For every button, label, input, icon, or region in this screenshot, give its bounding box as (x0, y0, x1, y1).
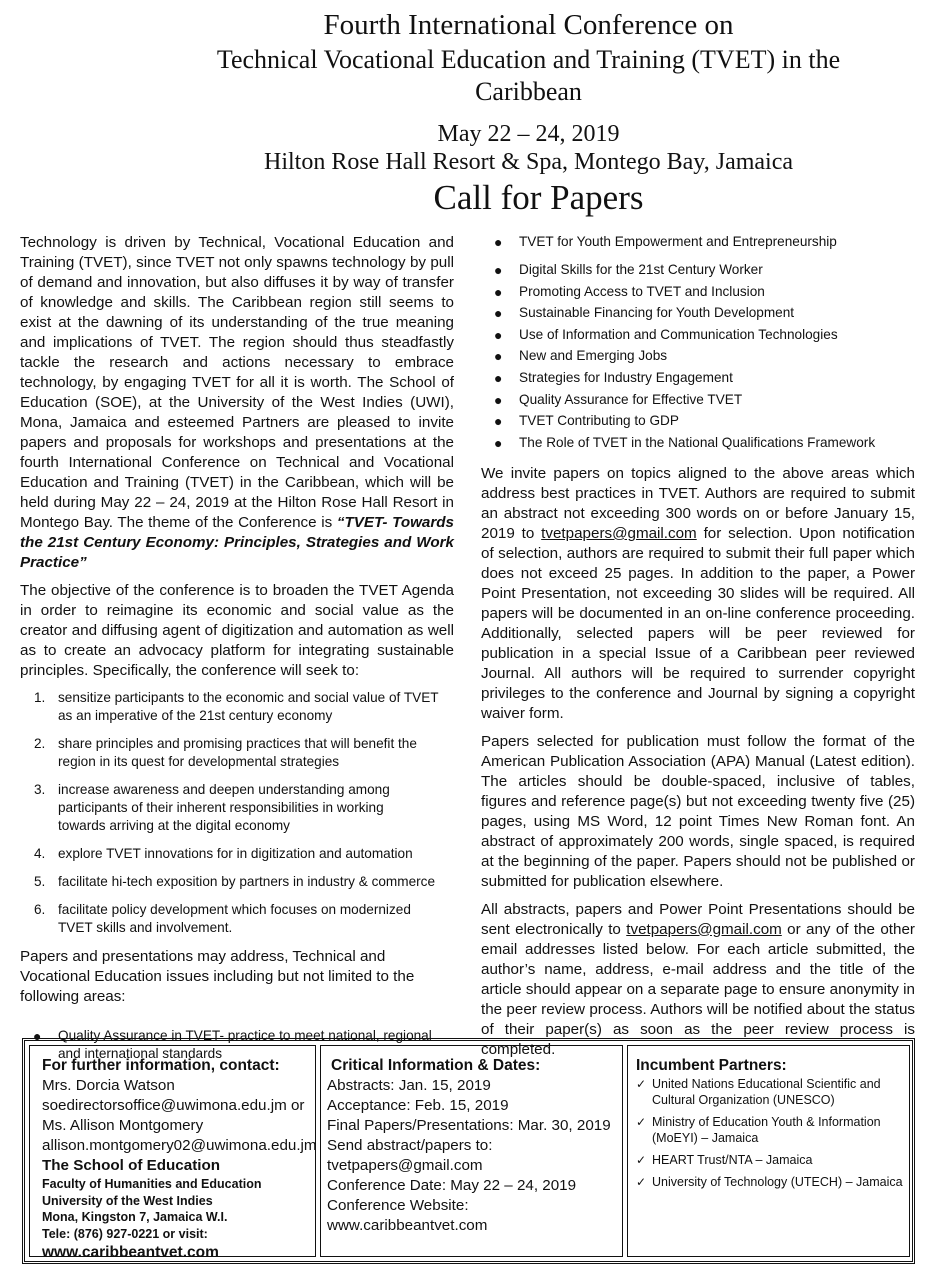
call-for-papers-heading: Call for Papers (433, 178, 644, 217)
area-item (481, 434, 915, 452)
area-text: The Role of TVET in the National Qualifications Framework (519, 434, 876, 450)
objective-item (20, 689, 440, 725)
bullet-icon: ● (494, 413, 503, 430)
partners-list (636, 1076, 904, 1190)
area-text: Digital Skills for the 21st Century Worker (519, 262, 763, 277)
footer-info-frame (22, 1038, 915, 1264)
partners-heading: Incumbent Partners: (636, 1057, 787, 1074)
objectives-list (20, 689, 454, 937)
university-name: University of the West Indies (42, 1193, 213, 1208)
objective-number: 6. (34, 902, 46, 917)
dates-website-link[interactable]: www.caribbeantvet.com (327, 1217, 488, 1234)
area-item (481, 261, 915, 279)
contact-heading: For further information, contact: (42, 1057, 280, 1074)
checkmark-icon: ✓ (636, 1153, 647, 1167)
objective-number: 1. (34, 690, 46, 705)
objective-item (20, 845, 440, 863)
objective-text: explore TVET innovations for in digitization and automation (58, 846, 413, 861)
submission-email-link[interactable]: tvetpapers@gmail.com (541, 524, 697, 542)
area-text: TVET for Youth Empowerment and Entrepreneurship (519, 234, 837, 249)
final-papers-deadline: Final Papers/Presentations: Mar. 30, 2019 (327, 1117, 611, 1134)
partner-name: HEART Trust/NTA – Jamaica (652, 1153, 813, 1167)
bullet-icon: ● (494, 234, 503, 250)
send-papers-label: Send abstract/papers to: (327, 1137, 493, 1154)
bullet-icon: ● (494, 326, 503, 343)
contact-name-2: Ms. Allison Montgomery (42, 1117, 204, 1134)
area-text: Sustainable Financing for Youth Development (519, 305, 795, 321)
bullet-icon: ● (494, 369, 503, 386)
title-line-3: Caribbean (475, 77, 582, 106)
bullet-icon: ● (494, 391, 503, 408)
contact-email-1[interactable]: soedirectorsoffice@uwimona.edu.jm or (42, 1097, 305, 1114)
objective-item (20, 901, 430, 937)
area-item (481, 233, 915, 251)
bullet-icon: ● (494, 305, 503, 322)
contact-email-2[interactable]: allison.montgomery02@uwimona.edu.jm (42, 1137, 317, 1154)
area-text: New and Emerging Jobs (519, 348, 668, 364)
conference-theme: “TVET- Towards the 21st Century Economy: Principles, Strategies and Work Practice” (20, 514, 454, 571)
partner-name: University of Technology (UTECH) – Jamaica (652, 1175, 903, 1189)
submission-text-end: or any of the other email addresses listed below. For each article submitted, the author’s name, address, e-mail address and the title of the article should appear on a separate page to ensure anonymity in the peer review process. Authors will be notified about the status of their paper(s) as soon as the peer review process is completed. (481, 920, 915, 1058)
dates-box (320, 1045, 623, 1257)
partner-item (636, 1114, 904, 1146)
area-text: Quality Assurance in TVET- practice to meet national, regional and international standards (58, 1028, 432, 1061)
objective-item (20, 873, 440, 891)
title-line-2: Technical Vocational Education and Training (TVET) in the (216, 45, 841, 74)
partner-item (636, 1076, 904, 1108)
acceptance-date: Acceptance: Feb. 15, 2019 (327, 1097, 509, 1114)
area-item (481, 304, 915, 322)
objective-text: share principles and promising practices that will benefit the region in its quest for developmental strategies (58, 736, 417, 769)
invite-text-end: for selection. Upon notification of selection, authors are required to submit their full paper which does not exceed 25 pages. In addition to the paper, a Power Point Presentation, not exceeding 30 slides will be required. All papers will be documented in an on-line conference proceeding. Additionally, selected papers will be peer reviewed for publication in a special Issue of a Caribbean peer reviewed Journal. All authors will be required to surrender copyright privileges to the conference and Journal by signing a copyright waiver form. (481, 524, 915, 722)
partner-name: United Nations Educational Scientific and Cultural Organization (UNESCO) (652, 1077, 881, 1107)
partner-item (636, 1152, 904, 1168)
invite-text-start: We invite papers on topics aligned to the above areas which address best practices in TVET. Authors are required to submit an abstract not exceeding 300 words on or before January 15, 2019 to (481, 464, 915, 542)
conference-date: Conference Date: May 22 – 24, 2019 (327, 1177, 577, 1194)
areas-intro-paragraph: Papers and presentations may address, Technical and Vocational Education issues including but not limited to the following areas: (20, 948, 415, 1005)
checkmark-icon: ✓ (636, 1115, 647, 1129)
submission-text-start: All abstracts, papers and Power Point Presentations should be sent electronically to (481, 900, 915, 938)
objective-number: 2. (34, 736, 46, 751)
area-item (481, 326, 915, 344)
area-item (481, 412, 915, 430)
partner-item (636, 1174, 904, 1190)
school-address: Mona, Kingston 7, Jamaica W.I. (42, 1210, 228, 1224)
area-item (481, 369, 915, 387)
objective-text: sensitize participants to the economic and social value of TVET as an imperative of the 21st century economy (58, 690, 439, 723)
areas-list-right (481, 233, 915, 452)
intro-text: Technology is driven by Technical, Vocational Education and Training (TVET), since TVET not only spawns technology by pull of demand and innovation, but also diffuses it by way of transfer of knowledge and skills. The Caribbean region still seems to exist at the dawning of its understanding of the true meaning and implications of TVET. The region should thus steadfastly tackle the research and actions necessary to embrace technology, by engaging TVET for all it is worth. The School of Education (SOE), at the University of the West Indies (UWI), Mona, Jamaica and esteemed Partners are pleased to invite papers and proposals for workshops and presentations at the fourth International Conference on Technical and Vocational Education and Training (TVET) in the Caribbean, which will be held during May 22 – 24, 2019 at the Hilton Rose Hall Resort in Montego Bay. The theme of the Conference is (20, 234, 454, 531)
area-text: Use of Information and Communication Technologies (519, 326, 838, 342)
abstracts-deadline: Abstracts: Jan. 15, 2019 (327, 1077, 491, 1094)
dates-heading: Critical Information & Dates: (331, 1057, 541, 1074)
contact-website-link[interactable]: www.caribbeantvet.com (42, 1244, 219, 1261)
area-text: TVET Contributing to GDP (519, 413, 679, 429)
bullet-icon: ● (494, 434, 503, 451)
format-paragraph: Papers selected for publication must follow the format of the American Publication Association (APA) Manual (Latest edition). The articles should be double-spaced, inclusive of tables, figures and reference page(s) but not exceeding twenty five (25) pages, using MS Word, 12 point Times New Roman font. An abstract of approximately 200 words, single spaced, is required at the beginning of the paper. Papers should not be published or submitted for publication elsewhere. (481, 732, 915, 890)
objective-text: increase awareness and deepen understanding among participants of their inherent responsibilities in working towards arriving at the digital economy (58, 782, 390, 833)
objective-item (20, 735, 440, 771)
area-text: Strategies for Industry Engagement (519, 369, 733, 385)
area-item (481, 283, 915, 301)
contact-box (29, 1045, 317, 1261)
objective-number: 4. (34, 846, 46, 861)
bullet-icon: ● (494, 348, 503, 365)
contact-name-1: Mrs. Dorcia Watson (42, 1077, 175, 1094)
dates-email-link[interactable]: tvetpapers@gmail.com (327, 1157, 483, 1174)
conference-dates: May 22 – 24, 2019 (437, 121, 620, 147)
bullet-icon: ● (494, 283, 503, 300)
area-text: Quality Assurance for Effective TVET (519, 391, 743, 407)
checkmark-icon: ✓ (636, 1077, 647, 1091)
objective-text: facilitate hi-tech exposition by partners in industry & commerce (58, 874, 436, 889)
right-column (481, 233, 915, 1068)
intro-paragraph (20, 233, 454, 573)
conference-venue: Hilton Rose Hall Resort & Spa, Montego Bay, Jamaica (263, 149, 794, 175)
partners-box (627, 1045, 910, 1257)
objective-number: 3. (34, 782, 46, 797)
school-telephone: Tele: (876) 927-0221 or visit: (42, 1226, 208, 1241)
invite-paragraph (481, 464, 915, 724)
area-item (481, 347, 915, 365)
school-name: The School of Education (42, 1157, 221, 1174)
area-text: Promoting Access to TVET and Inclusion (519, 283, 765, 299)
objective-paragraph: The objective of the conference is to broaden the TVET Agenda in order to reimagine its economic and social value as the creator and diffusing agent of digitization and automation as well as to create an advocacy platform for integrating sustainable principles. Specifically, the conference will seek to: (20, 582, 454, 679)
area-item (481, 391, 915, 409)
bullet-icon: ● (33, 1028, 42, 1044)
objective-number: 5. (34, 874, 46, 889)
title-line-1: Fourth International Conference on (323, 9, 734, 41)
website-label: Conference Website: (327, 1197, 469, 1214)
partner-name: Ministry of Education Youth & Information (MoEYI) – Jamaica (652, 1115, 881, 1145)
bullet-icon: ● (494, 262, 503, 278)
submission-email-link-2[interactable]: tvetpapers@gmail.com (626, 920, 782, 938)
left-column (20, 233, 454, 1063)
checkmark-icon: ✓ (636, 1175, 647, 1189)
objective-item (20, 781, 420, 835)
objective-text: facilitate policy development which focuses on modernized TVET skills and involvement. (58, 902, 411, 935)
faculty-name: Faculty of Humanities and Education (42, 1177, 262, 1191)
submission-paragraph (481, 900, 915, 1060)
